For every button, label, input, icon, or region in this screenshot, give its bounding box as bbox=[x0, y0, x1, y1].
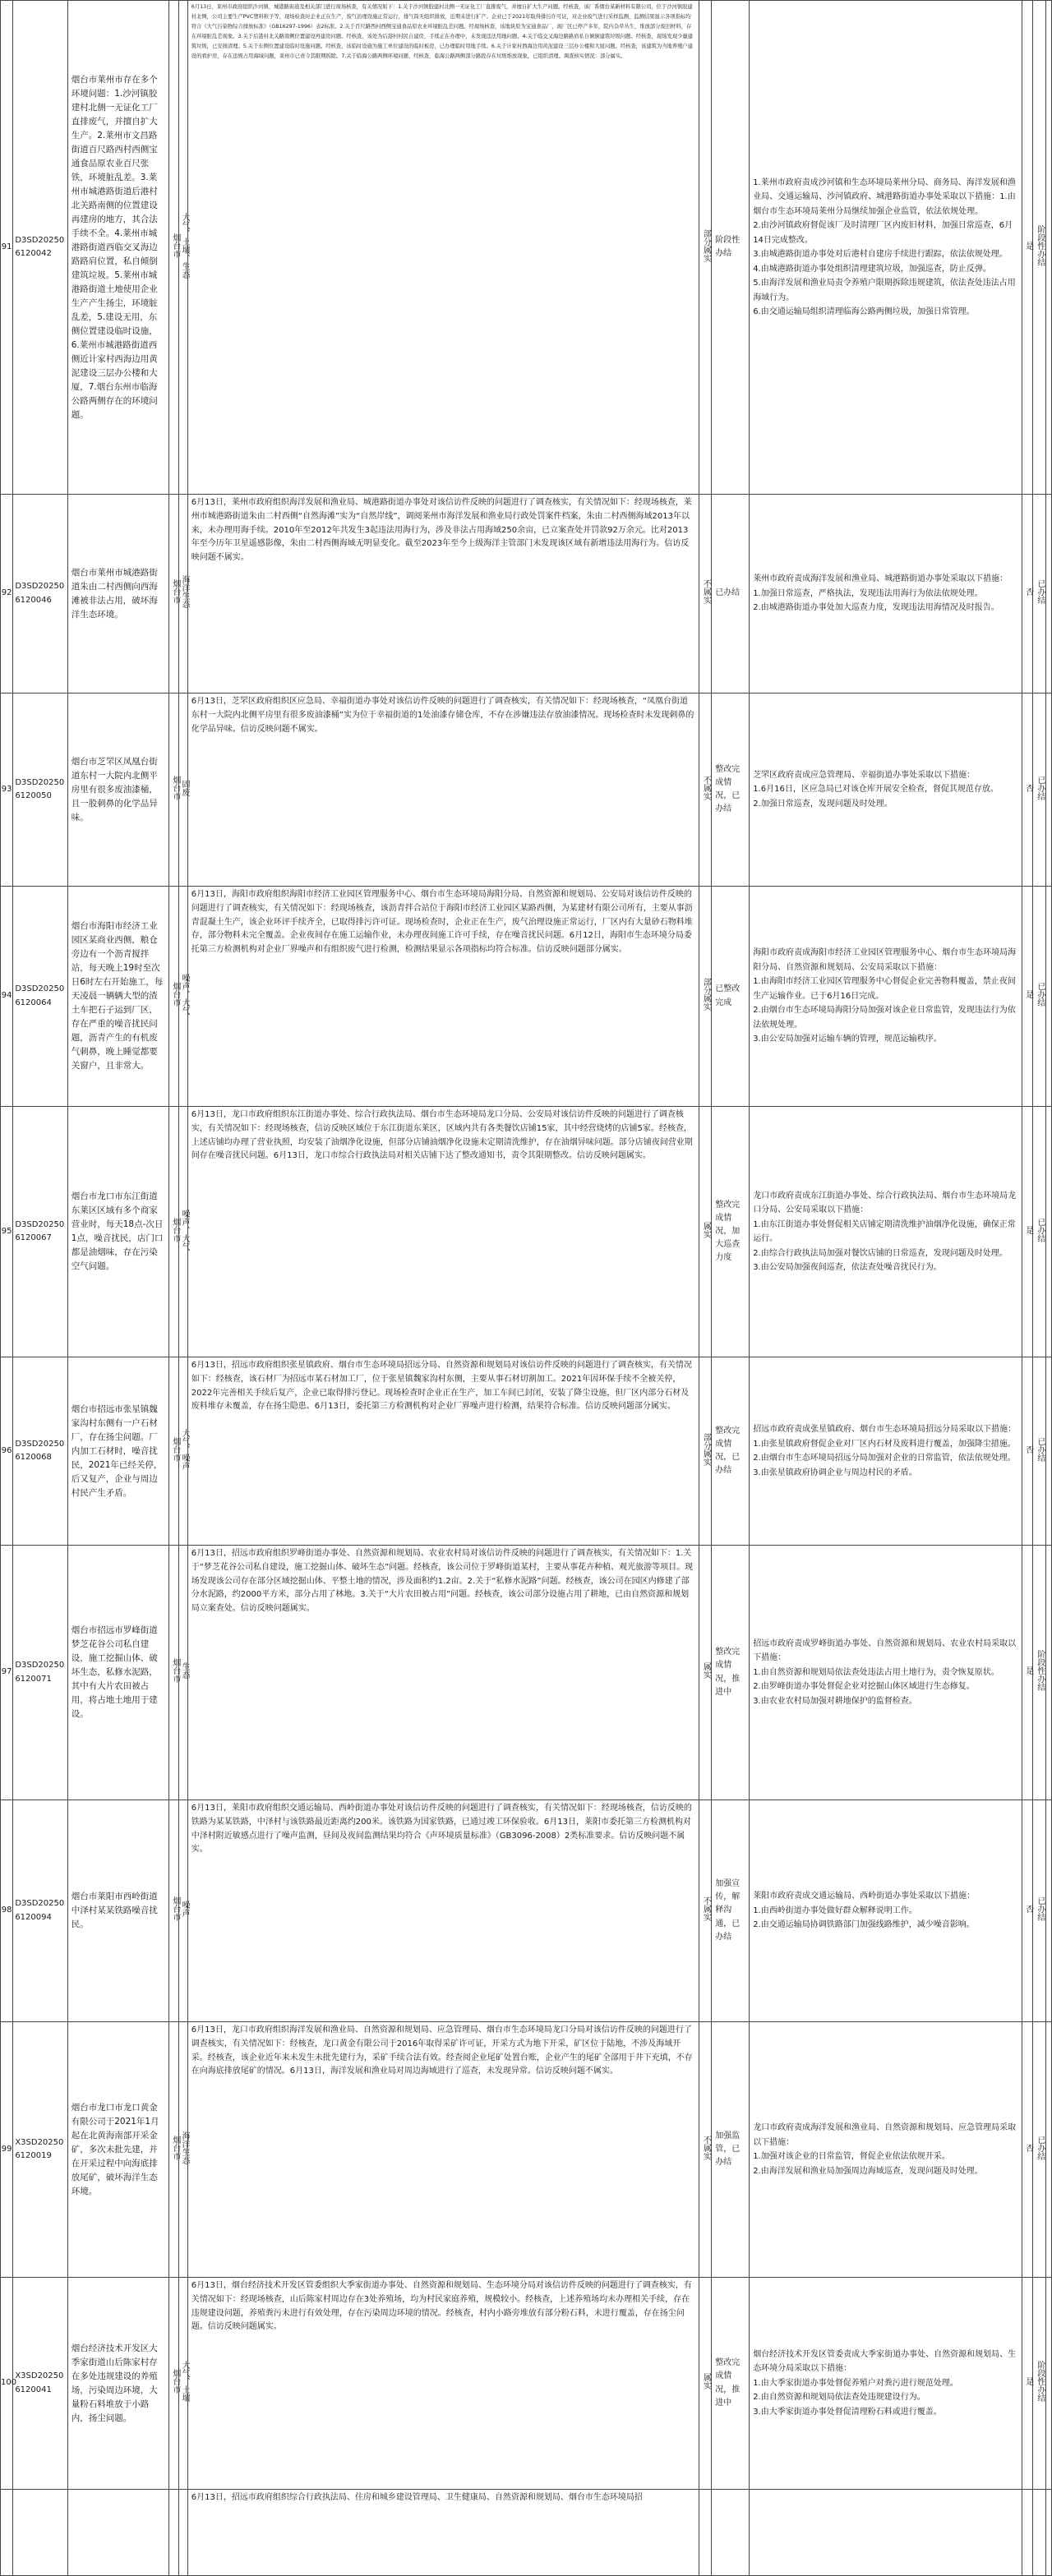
publish-status-text: 阶段性办结 bbox=[1035, 1650, 1045, 1692]
pollution-type-cell bbox=[178, 2022, 190, 2278]
process-text: 6月13日，莱州市政府组织海洋发展和渔业局、城港路街道办事处对该信访件反映的问题进行了调查核实，有关情况如下：经现场核查，莱州市城港路街道朱由二村西侧“自然海滩”实为“自然岸线”，调阅莱州市海洋发展和渔业局行政处罚案件档案，朱由二村西侧海域2013年以来，未办理用海手续。2010年至2012年共发生3起违法用海行为，涉及非法占用海域250余亩，已立案查处并罚款92万余元。比对2013年至今历年卫星遥感影像，朱由二村西侧海域无明显变化。截至2023年至今上级海洋主管部门未发现该区域有新增违法用海行为。信访反映问题不属实。 bbox=[191, 498, 692, 563]
status-text: 整改完成情况，推进中 bbox=[715, 2358, 741, 2408]
trailing-cell bbox=[1045, 1800, 1051, 2022]
area-text: 烟台市 bbox=[170, 1658, 180, 1684]
case-code-cell bbox=[13, 1107, 67, 1357]
issue-text: 烟台市招远市罗峰街道梦芝花谷公司私自建设，施工挖掘山体、破坏生态，私修水泥路，其中有大片农田被占用，将占地土地用于建设。 bbox=[71, 1625, 158, 1719]
measures-cell bbox=[750, 2490, 1022, 2576]
area-cell bbox=[169, 2490, 178, 2576]
accountability-flag-text: 是 bbox=[1023, 241, 1033, 250]
process-text: 6月13日，龙口市政府组织东江街道办事处、综合行政执法局、烟台市生态环境局龙口分局、公安局对该信访件反映的问题进行了调查核实，有关情况如下：经现场核查，信访反映区域位于东江街道东莱区，区域内共有各类餐饮店铺15家，其中经营烧烤的店铺5家。经核查，上述店铺均办理了营业执照，均安装了油烟净化设施，但部分店铺油烟净化设施未定期清洗维护，存在油烟异味问题。部分店铺夜间营业期间存在噪音扰民问题。6月13日，龙口市综合行政执法局对相关店铺下达了整改通知书，责令其限期整改。信访反映问题属实。 bbox=[191, 1110, 693, 1161]
process-text: 6月13日，莱州市政府组织沙河镇、城港路街道及相关部门进行现场核查，有关情况如下：1.关于沙河镇胶建村北侧一无证化工厂直排废气，并擅自扩大生产问题。经核查，该厂系烟台某新材料有限公司，位于沙河镇胶建村北侧，公司主要生产PVC塑料粒子等，现场检查时企业正在生产，废气治理设施正常运行，排气筒无组织排放，近期未进行扩产。企业已于2021年取得排污许可证，对企业废气进行采样监测，监测结果显示各项指标均符合《大气污染物综合排放标准》（GB16297-1996）表2标准。2.关于百尺路西村西侧宝通食品原农业环境脏乱差问题。经现场核查，该地块原为宝通食品厂，现厂区已停产多年，院内杂草丛生，堆放部分废旧材料，存在环境脏乱差现象。3.关于后港村北关路南侧位置建设再建房问题。经核查，该处为后港村村民自建房，手续正在办理中，未发现违法用地问题。4.关于临交叉海边路路肩私自倾倒建筑垃圾问题。经核查，现场发现少量建筑垃圾，已安排清理。5.关于东侧位置建设临时设施问题。经核查，该临时设施为施工单位建设的临时板房，已办理临时用地手续。6.关于计家村西海边用黄泥建设三层办公楼和大厦问题。经核查，该建筑为当地养殖户建设的看护房，存在违规占用海域问题，莱州市已责令其限期拆除。7.关于临海公路两侧环境问题，经核查，临海公路两侧部分路段存在垃圾堆放现象，已组织清理。调查核实情况：部分属实。 bbox=[191, 4, 694, 59]
issue-cell bbox=[67, 1107, 169, 1357]
case-code-text: D3SD202506120042 bbox=[15, 235, 65, 258]
area-text: 烟台市 bbox=[170, 1896, 180, 1922]
verdict-cell bbox=[699, 1107, 711, 1357]
seq-cell bbox=[1, 1546, 13, 1800]
case-code-text: D3SD202506120067 bbox=[15, 1219, 65, 1242]
process-cell bbox=[187, 1357, 699, 1546]
seq-text: 97 bbox=[1, 1667, 12, 1677]
accountability-flag-text: 否 bbox=[1023, 1905, 1033, 1914]
verdict-cell bbox=[699, 2022, 711, 2278]
issue-text: 烟台市龙口市龙口黄金有限公司于2021年1月起在北黄海南部开采金矿，多次未批先建，并在开采过程中向海底排放尾矿，破坏海洋生态环境。 bbox=[71, 2102, 159, 2196]
verdict-cell bbox=[699, 1800, 711, 2022]
seq-cell bbox=[1, 887, 13, 1107]
seq-cell bbox=[1, 2278, 17, 2490]
accountability-flag-cell bbox=[1022, 1107, 1033, 1357]
seq-cell bbox=[1, 1107, 13, 1357]
verdict-text: 不属实 bbox=[701, 1896, 711, 1922]
status-text: 阶段性办结 bbox=[715, 235, 741, 258]
area-cell bbox=[169, 495, 178, 694]
status-cell bbox=[712, 694, 750, 887]
table-row bbox=[1, 1800, 1052, 2022]
area-text: 烟台市 bbox=[170, 1436, 180, 1462]
publish-status-cell bbox=[1033, 1, 1045, 495]
trailing-cell bbox=[1045, 2022, 1051, 2278]
status-cell bbox=[712, 1546, 750, 1800]
measures-cell bbox=[750, 694, 1022, 887]
measures-text: 芝罘区政府责成应急管理局、幸福街道办事处采取以下措施： 1.6月16日，区应急局已对该仓库开展安全检查，督促其规范存放。 2.加强日常巡查，发现问题及时处理。 bbox=[753, 770, 999, 809]
issue-cell bbox=[67, 495, 169, 694]
measures-cell bbox=[750, 495, 1022, 694]
accountability-flag-cell bbox=[1022, 887, 1033, 1107]
area-text: 烟台市 bbox=[170, 775, 180, 800]
trailing-cell bbox=[1045, 1, 1051, 495]
measures-text: 招远市政府责成张星镇政府、烟台市生态环境局招远分局采取以下措施： 1.由张星镇政府督促企业对厂区内石材及废料进行覆盖，加强降尘措施。 2.由烟台市生态环境局招远分局加强对企业的日常监管，依法依规处理。 3.由张星镇政府协调企业与周边村民的矛盾。 bbox=[753, 1425, 1017, 1477]
publish-status-cell bbox=[1033, 2022, 1045, 2278]
publish-status-text: 已办结 bbox=[1035, 2135, 1045, 2160]
issue-text: 烟台市芝罘区凤凰台街道东村一大院内北侧平房里有很多废油漆桶，且一股刺鼻的化学品异味。 bbox=[71, 756, 158, 823]
case-code-text: D3SD202506120046 bbox=[15, 582, 65, 605]
verdict-text: 不属实 bbox=[701, 775, 711, 800]
publish-status-text: 阶段性办结 bbox=[1035, 2361, 1045, 2403]
verdict-cell bbox=[699, 495, 711, 694]
pollution-type-cell bbox=[178, 2278, 190, 2490]
table-row bbox=[1, 1357, 1052, 1546]
publish-status-cell bbox=[1033, 1357, 1045, 1546]
process-text: 6月13日，龙口市政府组织海洋发展和渔业局、自然资源和规划局、应急管理局、烟台市生态环境局龙口分局对该信访件反映的问题进行了调查核实，有关情况如下：经核查，龙口黄金有限公司于2016年取得采矿许可证，开采方式为地下开采，矿区位于陆地，不涉及海域开采。经核查，该企业近年来未发生未批先建行为，采矿手续合法有效。经查阅企业尾矿处置台账，企业产生的尾矿全部用于井下充填，不存在向海底排放尾矿的情况。6月13日，海洋发展和渔业局对周边海域进行了巡查，未发现异常。信访反映问题不属实。 bbox=[191, 2025, 693, 2076]
pollution-type-text: 大气、土壤、生态 bbox=[180, 212, 190, 279]
case-code-cell bbox=[13, 1546, 67, 1800]
case-code-cell bbox=[13, 2490, 67, 2576]
accountability-flag-text: 是 bbox=[1023, 1666, 1033, 1675]
status-cell bbox=[712, 1357, 750, 1546]
publish-status-text: 已办结 bbox=[1035, 1217, 1045, 1242]
verdict-text: 属实 bbox=[701, 2373, 711, 2390]
table-row bbox=[1, 2278, 1052, 2490]
process-cell bbox=[187, 2490, 699, 2576]
measures-cell bbox=[750, 2278, 1022, 2490]
process-cell bbox=[187, 2022, 699, 2278]
pollution-type-text: 海洋生态 bbox=[180, 575, 190, 609]
seq-cell bbox=[1, 2022, 13, 2278]
verdict-text: 不属实 bbox=[701, 579, 711, 605]
case-code-text: D3SD202506120068 bbox=[15, 1439, 65, 1462]
pollution-type-cell bbox=[178, 1357, 190, 1546]
measures-text: 招远市政府责成罗峰街道办事处、自然资源和规划局、农业农村局采取以下措施： 1.由自然资源和规划局依法查处违法占用土地行为，责令恢复原状。 2.由罗峰街道办事处督促企业对挖掘山体区域进行生态修复。 3.由农业农村局加强对耕地保护的监督检查。 bbox=[753, 1638, 1017, 1706]
pollution-type-text: 生态 bbox=[180, 1662, 190, 1680]
status-cell bbox=[712, 495, 750, 694]
verdict-cell bbox=[699, 1, 711, 495]
verdict-text: 部分属实 bbox=[701, 228, 711, 262]
area-text: 烟台市 bbox=[170, 982, 180, 1007]
pollution-type-cell bbox=[178, 495, 190, 694]
pollution-type-text: 海洋生态 bbox=[180, 2131, 190, 2164]
status-cell bbox=[712, 887, 750, 1107]
case-code-text: X3SD202506120019 bbox=[15, 2137, 64, 2160]
publish-status-cell bbox=[1033, 1800, 1045, 2022]
issue-text: 烟台市莱州市存在多个环境问题：1.沙河镇胶建村北侧一无证化工厂直排废气，并擅自扩大生产。2.莱州市文昌路街道百尺路西村西侧宝通食品原农业百尺张铁，环境脏乱差。3.莱州市城港路街道后港村北关路南侧的位置建设再建房的地方，其合法手续不全。4.莱州市城港路街道西临交叉海边路路肩位置，私自倾倒建筑垃圾。5.莱州市城港路街道土地使用企业生产产生扬尘，环境脏乱差，5.建设无用，东侧位置建设临时设施，6.莱州市城港路街道西侧近计家村西海边用黄泥建设三层办公楼和大厦，7.烟台东州市临海公路两侧存在的环境问题。 bbox=[71, 74, 158, 420]
case-code-text: D3SD202506120094 bbox=[15, 1899, 65, 1922]
verdict-cell bbox=[699, 2278, 711, 2490]
accountability-flag-text: 是 bbox=[1023, 2377, 1033, 2386]
trailing-cell bbox=[1045, 887, 1051, 1107]
area-cell bbox=[169, 1107, 178, 1357]
case-code-cell bbox=[13, 2022, 67, 2278]
publish-status-text: 已办结 bbox=[1035, 982, 1045, 1007]
accountability-flag-cell bbox=[1022, 1, 1033, 495]
issue-text: 烟台市招远市张星镇魏家沟村东侧有一户石材厂，存在扬尘问题。厂内加工石材时，噪音扰民，2021年已经关停，后又复产，企业与周边村民产生矛盾。 bbox=[71, 1403, 163, 1498]
issue-text: 烟台市龙口市东江街道东莱区区域有多个商家营业时，每天18点-次日1点，噪音扰民，店门口都是油烟味，存在污染空气问题。 bbox=[71, 1191, 164, 1271]
status-text: 整改完成情况，已办结 bbox=[715, 764, 741, 814]
measures-text: 莱州市政府责成海洋发展和渔业局、城港路街道办事处采取以下措施： 1.加强日常巡查，严格执法，发现违法用海行为依法依规处理。 2.由城港路街道办事处加大巡查力度，发现违法用海情况及时报告。 bbox=[753, 574, 1008, 613]
verdict-text: 属实 bbox=[701, 1221, 711, 1238]
verdict-text: 部分属实 bbox=[701, 978, 711, 1012]
seq-text: 96 bbox=[1, 1445, 12, 1455]
area-text: 烟台市 bbox=[170, 2369, 180, 2394]
trailing-cell bbox=[1045, 1546, 1051, 1800]
accountability-flag-cell bbox=[1022, 1800, 1033, 2022]
status-cell bbox=[712, 2490, 750, 2576]
process-cell bbox=[187, 1107, 699, 1357]
area-text: 烟台市 bbox=[170, 1217, 180, 1242]
status-text: 加强监管，已办结 bbox=[715, 2131, 741, 2168]
process-text: 6月13日，海阳市政府组织海阳市经济工业园区管理服务中心、烟台市生态环境局海阳分局、自然资源和规划局、公安局对该信访件反映的问题进行了调查核实，有关情况如下：经现场核查，该沥青拌合站位于海阳市经济工业园区某路西侧，为某建材有限公司所有，主要从事沥青混凝土生产，该企业环评手续齐全，已取得排污许可证。现场检查时，企业正在生产，废气治理设施正常运行，厂区内有大量砂石物料堆存，部分物料未完全覆盖。企业夜间存在施工运输作业，未办理夜间施工许可手续，存在噪音扰民问题。6月12日，海阳市生态环境分局委托第三方检测机构对企业厂界噪声和有组织废气进行检测，检测结果显示各项指标均符合标准。信访反映问题部分属实。 bbox=[191, 890, 693, 955]
status-text: 已办结 bbox=[715, 588, 741, 598]
process-cell bbox=[187, 1546, 699, 1800]
status-cell bbox=[712, 1107, 750, 1357]
issue-cell bbox=[67, 2278, 169, 2490]
accountability-flag-text: 否 bbox=[1023, 2143, 1033, 2152]
case-code-cell bbox=[13, 1800, 67, 2022]
verdict-text: 部分属实 bbox=[701, 1432, 711, 1466]
case-code-cell bbox=[13, 2278, 67, 2490]
pollution-type-text: 噪声、大气 bbox=[180, 1209, 190, 1251]
issue-text: 烟台市莱阳市西岭街道中泽村某某铁路噪音扰民。 bbox=[71, 1892, 158, 1929]
pollution-type-text: 大气、噪声 bbox=[180, 1428, 190, 1470]
table-row bbox=[1, 887, 1052, 1107]
issue-text: 烟台市莱州市城港路街道朱由二村西侧向西海滩被非法占用，破坏海洋生态环境。 bbox=[71, 567, 158, 620]
accountability-flag-cell bbox=[1022, 1546, 1033, 1800]
issue-text: 烟台经济技术开发区大季家街道山后陈家村存在多处违规建设的养殖场，污染周边环境，大量粉石料堆放于小路内，扬尘问题。 bbox=[71, 2343, 158, 2423]
measures-text: 海阳市政府责成海阳市经济工业园区管理服务中心、烟台市生态环境局海阳分局、自然资源和规划局、公安局采取以下措施： 1.由海阳市经济工业园区管理服务中心督促企业完善物料覆盖，禁止夜间生产运输作业。已于6月16日完成。 2.由烟台市生态环境局海阳分局加强对该企业日常监管，发现违法行为依法依规处理。 3.由公安局加强对运输车辆的管理，规范运输秩序。 bbox=[753, 948, 1017, 1044]
table-row bbox=[1, 1, 1052, 495]
pollution-type-cell bbox=[178, 2490, 187, 2576]
accountability-flag-text: 否 bbox=[1023, 588, 1033, 597]
pollution-type-cell bbox=[178, 694, 190, 887]
status-text: 整改完成情况，加大巡查力度 bbox=[715, 1200, 741, 1263]
issue-cell bbox=[67, 887, 169, 1107]
process-text: 6月13日，烟台经济技术开发区管委组织大季家街道办事处、自然资源和规划局、生态环境分局对该信访件反映的问题进行了调查核实，有关情况如下：经现场核查，山后陈家村周边存在3处养殖场，均为村民家庭养殖，规模较小。经核查，上述养殖场均未办理相关手续，存在违规建设问题，养殖粪污未进行有效处理，存在污染周边环境的情况。经核查，村内小路旁堆放有部分粉石料，未进行覆盖，存在扬尘问题。信访反映问题属实。 bbox=[191, 2281, 692, 2332]
measures-text: 烟台经济技术开发区管委责成大季家街道办事处、自然资源和规划局、生态环境分局采取以下措施： 1.由大季家街道办事处督促养殖户对粪污进行规范处理。 2.由自然资源和规划局依法查处违规建设行为。 3.由大季家街道办事处督促清理粉石料或进行覆盖。 bbox=[753, 2349, 1017, 2417]
case-code-text: D3SD202506120064 bbox=[15, 984, 65, 1007]
case-code-cell bbox=[13, 887, 67, 1107]
table-row bbox=[1, 1107, 1052, 1357]
verdict-cell bbox=[699, 2490, 711, 2576]
verdict-cell bbox=[699, 694, 711, 887]
status-text: 加强宣传，解释沟通，已办结 bbox=[715, 1879, 741, 1942]
area-cell bbox=[169, 1546, 178, 1800]
status-cell bbox=[712, 2022, 750, 2278]
trailing-cell bbox=[1045, 2490, 1051, 2576]
area-text: 烟台市 bbox=[170, 2135, 180, 2160]
issue-cell bbox=[67, 1357, 169, 1546]
publish-status-text: 已办结 bbox=[1035, 579, 1045, 605]
area-cell bbox=[169, 1, 178, 495]
seq-text: 94 bbox=[1, 991, 12, 1001]
measures-text: 1.莱州市政府责成沙河镇和生态环境局莱州分局、商务局、海洋发展和渔业局、交通运输局、沙河镇政府、城港路街道办事处采取以下措施：1.由烟台市生态环境局莱州分局继续加强企业监管，依法依规处理。 2.由沙河镇政府督促该厂及时清理厂区内废旧材料，加强日常巡查，6月14日完成整改。 3.由城港路街道办事处对后港村自建房手续进行跟踪，依法依规处理。 4.由城港路街道办事处组织清理建筑垃圾，加强巡查，防止反弹。 5.由海洋发展和渔业局责令养殖户限期拆除违规建筑，依法查处违法占用海域行为。 6.由交通运输局组织清理临海公路两侧垃圾，加强日常管理。 bbox=[753, 177, 1016, 316]
petition-table-body bbox=[1, 1, 1052, 2576]
area-cell bbox=[169, 2278, 178, 2490]
publish-status-text: 已办结 bbox=[1035, 1436, 1045, 1462]
measures-text: 龙口市政府责成海洋发展和渔业局、自然资源和规划局、应急管理局采取以下措施： 1.加强对该企业的日常监管，督促企业依法依规开采。 2.由海洋发展和渔业局加强周边海域巡查，发现问题及时处理。 bbox=[753, 2123, 1017, 2176]
seq-cell bbox=[1, 1357, 13, 1546]
publish-status-text: 已办结 bbox=[1035, 775, 1045, 800]
case-code-cell bbox=[13, 1, 67, 495]
measures-text: 莱阳市政府责成交通运输局、西岭街道办事处采取以下措施： 1.由西岭街道办事处做好群众解释说明工作。 2.由交通运输局协调铁路部门加强线路维护，减少噪音影响。 bbox=[753, 1892, 976, 1930]
pollution-type-cell bbox=[178, 887, 190, 1107]
pollution-type-text: 大气、土壤 bbox=[180, 2361, 190, 2403]
area-cell bbox=[169, 1357, 178, 1546]
seq-text: 95 bbox=[1, 1226, 12, 1236]
area-cell bbox=[169, 887, 178, 1107]
accountability-flag-cell bbox=[1022, 1357, 1033, 1546]
measures-text: 龙口市政府责成东江街道办事处、综合行政执法局、烟台市生态环境局龙口分局、公安局采取以下措施： 1.由东江街道办事处督促相关店铺定期清洗维护油烟净化设施，确保正常运行。 2.由综合行政执法局加强对餐饮店铺的日常巡查，发现问题及时处理。 3.由公安局加强夜间巡查，依法查处噪音扰民行为。 bbox=[753, 1191, 1017, 1272]
verdict-cell bbox=[699, 887, 711, 1107]
seq-text: 92 bbox=[1, 588, 12, 598]
process-cell bbox=[187, 1, 699, 495]
area-text: 烟台市 bbox=[170, 233, 180, 258]
accountability-flag-text: 是 bbox=[1023, 990, 1033, 999]
seq-cell bbox=[1, 1, 13, 495]
accountability-flag-cell bbox=[1022, 495, 1033, 694]
seq-text: 91 bbox=[1, 242, 12, 251]
process-cell bbox=[187, 694, 699, 887]
measures-cell bbox=[750, 1546, 1022, 1800]
accountability-flag-cell bbox=[1022, 2490, 1033, 2576]
publish-status-cell bbox=[1033, 495, 1045, 694]
publish-status-text: 已办结 bbox=[1035, 1896, 1045, 1922]
verdict-cell bbox=[699, 1357, 711, 1546]
status-text: 已整改完成 bbox=[715, 984, 741, 1007]
pollution-type-cell bbox=[178, 1, 190, 495]
table-row bbox=[1, 694, 1052, 887]
publish-status-cell bbox=[1033, 887, 1045, 1107]
process-cell bbox=[187, 495, 699, 694]
pollution-type-cell bbox=[178, 1546, 190, 1800]
seq-text: 93 bbox=[1, 784, 12, 794]
table-row bbox=[1, 2022, 1052, 2278]
accountability-flag-text: 否 bbox=[1023, 1445, 1033, 1454]
table-row bbox=[1, 1546, 1052, 1800]
publish-status-cell bbox=[1033, 1107, 1045, 1357]
issue-cell bbox=[67, 1546, 169, 1800]
case-code-cell bbox=[13, 1357, 67, 1546]
process-text: 6月13日，招远市政府组织张星镇政府、烟台市生态环境局招远分局、自然资源和规划局对该信访件反映的问题进行了调查核实，有关情况如下：经核查，该石材厂为招远市某石材加工厂，位于张星镇魏家沟村东侧，主要从事石材切割加工。2021年因环保手续不全被关停，2022年完善相关手续后复产，企业已取得排污登记。现场检查时企业正在生产，加工车间已封闭，安装了降尘设施，但厂区内部分石材及废料堆存未覆盖，存在扬尘隐患。6月13日，委托第三方检测机构对企业厂界噪声进行检测，结果符合标准。信访反映问题部分属实。 bbox=[191, 1361, 692, 1412]
process-text: 6月13日，招远市政府组织罗峰街道办事处、自然资源和规划局、农业农村局对该信访件反映的问题进行了调查核实，有关情况如下：1.关于“梦芝花谷公司私自建设，施工挖掘山体、破坏生态”问题。经核查，该公司位于罗峰街道某村，主要从事花卉种植、观光旅游等项目。现场发现该公司存在部分区域挖掘山体、平整土地的情况，涉及面积约1.2亩。2.关于“私修水泥路”问题。经核查，该公司在园区内修建了部分水泥路，约2000平方米，部分占用了林地。3.关于“大片农田被占用”问题。经核查，该公司部分设施占用了耕地，已由自然资源和规划局立案查处。信访反映问题属实。 bbox=[191, 1549, 694, 1614]
measures-cell bbox=[750, 1107, 1022, 1357]
issue-cell bbox=[67, 2022, 169, 2278]
trailing-cell bbox=[1045, 1107, 1051, 1357]
measures-cell bbox=[750, 1800, 1022, 2022]
case-code-text: D3SD202506120050 bbox=[15, 777, 65, 800]
seq-cell bbox=[1, 1800, 13, 2022]
pollution-type-text: 固废 bbox=[180, 779, 190, 796]
seq-text: 98 bbox=[1, 1906, 12, 1915]
area-cell bbox=[169, 1800, 178, 2022]
status-text: 整改完成情况，已办结 bbox=[715, 1426, 741, 1476]
status-cell bbox=[712, 2278, 750, 2490]
area-text: 烟台市 bbox=[170, 579, 180, 605]
measures-cell bbox=[750, 2022, 1022, 2278]
seq-cell bbox=[1, 495, 13, 694]
trailing-cell bbox=[1045, 694, 1051, 887]
process-text: 6月13日，芝罘区政府组织区应急局、幸福街道办事处对该信访件反映的问题进行了调查核实，有关情况如下：经现场核查，“凤凰台街道东村一大院内北侧平房里有很多废油漆桶”实为位于幸福街道的1处油漆存储仓库，不存在涉嫌违法存放油漆情况。现场检查时未发现刺鼻的化学品异味。信访反映问题不属实。 bbox=[191, 697, 694, 734]
verdict-text: 属实 bbox=[701, 1662, 711, 1680]
publish-status-cell bbox=[1033, 694, 1045, 887]
process-text: 6月13日，招远市政府组织综合行政执法局、住房和城乡建设管理局、卫生健康局、自然资源和规划局、烟台市生态环境局招 bbox=[191, 2493, 643, 2502]
trailing-cell bbox=[1045, 2278, 1051, 2490]
publish-status-text: 阶段性办结 bbox=[1035, 224, 1045, 266]
status-cell bbox=[712, 1800, 750, 2022]
seq-text: 100 bbox=[1, 2378, 17, 2388]
accountability-flag-text: 否 bbox=[1023, 783, 1033, 792]
pollution-type-text: 噪声 bbox=[180, 1901, 190, 1918]
process-cell bbox=[187, 1800, 699, 2022]
publish-status-cell bbox=[1033, 2490, 1045, 2576]
seq-cell bbox=[1, 694, 13, 887]
verdict-cell bbox=[699, 1546, 711, 1800]
accountability-flag-text: 是 bbox=[1023, 1225, 1033, 1234]
measures-cell bbox=[750, 1, 1022, 495]
case-code-cell bbox=[13, 495, 67, 694]
process-text: 6月13日，莱阳市政府组织交通运输局、西岭街道办事处对该信访件反映的问题进行了调查核实，有关情况如下：经现场核查，信访反映的铁路为某某铁路，中泽村与该铁路最近距离约200米。该铁路为国家铁路，已通过竣工环保验收。6月13日，莱阳市委托第三方检测机构对中泽村附近敏感点进行了噪声监测，昼间及夜间监测结果均符合《声环境质量标准》（GB3096-2008）2类标准要求。信访反映问题不属实。 bbox=[191, 1804, 692, 1855]
measures-cell bbox=[750, 1357, 1022, 1546]
publish-status-cell bbox=[1033, 1546, 1045, 1800]
status-cell bbox=[712, 1, 750, 495]
process-cell bbox=[187, 887, 699, 1107]
publish-status-cell bbox=[1033, 2278, 1045, 2490]
issue-text: 烟台市海阳市经济工业园区某商业西侧，粮仓旁边有一个沥青搅拌站，每天晚上19时至次日6时左右开始施工，每天凌晨一辆辆大型的渣土车把石子运到厂区，存在严重的噪音扰民问题，沥青产生的有机废气刺鼻，晚上睡觉都要关窗户，且非常大。 bbox=[71, 921, 164, 1071]
area-cell bbox=[169, 2022, 178, 2278]
process-cell bbox=[187, 2278, 699, 2490]
case-code-cell bbox=[13, 694, 67, 887]
issue-cell bbox=[67, 694, 169, 887]
table-row bbox=[1, 2490, 1052, 2576]
seq-text: 99 bbox=[1, 2144, 12, 2154]
pollution-type-text: 噪声、大气 bbox=[180, 974, 190, 1016]
area-cell bbox=[169, 694, 178, 887]
accountability-flag-cell bbox=[1022, 694, 1033, 887]
accountability-flag-cell bbox=[1022, 2278, 1033, 2490]
case-code-text: X3SD202506120041 bbox=[15, 2371, 64, 2394]
status-text: 整改完成情况，推进中 bbox=[715, 1647, 741, 1697]
accountability-flag-cell bbox=[1022, 2022, 1033, 2278]
case-code-text: D3SD202506120071 bbox=[15, 1661, 65, 1684]
issue-cell bbox=[67, 2490, 169, 2576]
table-row bbox=[1, 495, 1052, 694]
trailing-cell bbox=[1045, 495, 1051, 694]
pollution-type-cell bbox=[178, 1107, 190, 1357]
issue-cell bbox=[67, 1800, 169, 2022]
issue-cell bbox=[67, 1, 169, 495]
trailing-cell bbox=[1045, 1357, 1051, 1546]
pollution-type-cell bbox=[178, 1800, 190, 2022]
measures-cell bbox=[750, 887, 1022, 1107]
seq-cell bbox=[1, 2490, 13, 2576]
verdict-text: 不属实 bbox=[701, 2135, 711, 2160]
